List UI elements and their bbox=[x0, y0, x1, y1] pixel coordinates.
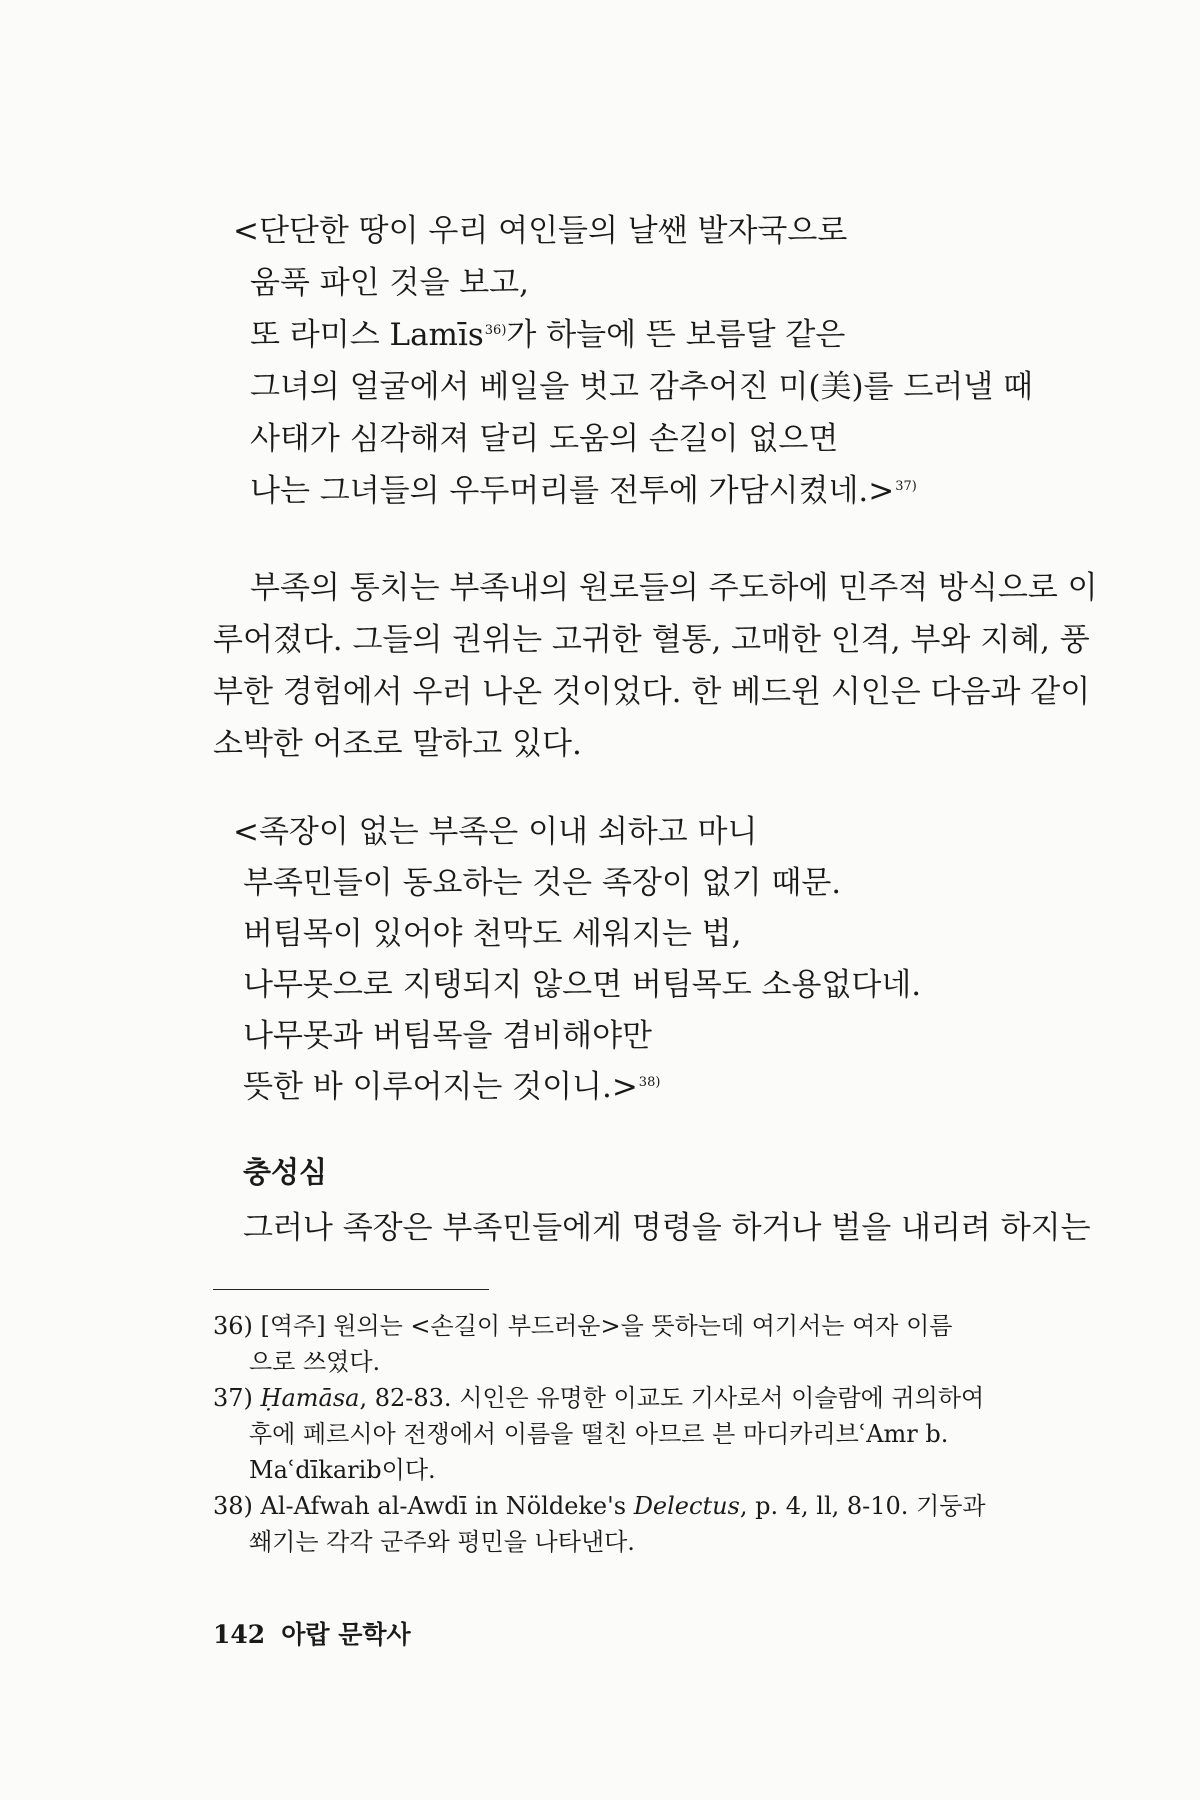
poem1-line-3-a: 또 라미스 Lamīs bbox=[250, 317, 484, 353]
footnote-38-line-1-b: , p. 4, ll, 8-10. 기둥과 bbox=[739, 1492, 986, 1520]
para1-line-3: 부한 경험에서 우러 나온 것이었다. 한 베드윈 시인은 다음과 같이 bbox=[213, 674, 1091, 710]
poem2-line-2: 부족민들이 동요하는 것은 족장이 없기 때문. bbox=[243, 865, 842, 901]
footnote-38-title: Delectus bbox=[633, 1492, 740, 1520]
footnote-36-line-2: 으로 쓰였다. bbox=[249, 1348, 381, 1376]
poem1-line-6-text: 나는 그녀들의 우두머리를 전투에 가담시켰네.> bbox=[250, 473, 895, 509]
para1-line-1: 부족의 통치는 부족내의 원로들의 주도하에 민주적 방식으로 이 bbox=[250, 570, 1098, 606]
footnote-37-line-1-rest: , 82-83. 시인은 유명한 이교도 기사로서 이슬람에 귀의하여 bbox=[359, 1384, 985, 1412]
section-first-line: 그러나 족장은 부족민들에게 명령을 하거나 벌을 내리려 하지는 bbox=[243, 1210, 1091, 1246]
poem1-line-4: 그녀의 얼굴에서 베일을 벗고 감추어진 미(美)를 드러낼 때 bbox=[250, 369, 1033, 405]
page-footer bbox=[213, 1615, 411, 1651]
poem2-line-1: <족장이 없는 부족은 이내 쇠하고 마니 bbox=[233, 814, 758, 850]
poem1-line-3 bbox=[250, 315, 845, 355]
footnote-37-title: Ḥamāsa bbox=[260, 1384, 360, 1412]
footnote-ref-36: 36) bbox=[484, 322, 507, 338]
poem2-line-3: 버팀목이 있어야 천막도 세워지는 법, bbox=[243, 916, 742, 952]
footnote-divider bbox=[213, 1289, 489, 1290]
poem1-line-5: 사태가 심각해져 달리 도움의 손길이 없으면 bbox=[250, 421, 839, 457]
poem1-line-6 bbox=[250, 471, 917, 511]
footnote-ref-38: 38) bbox=[638, 1074, 661, 1090]
footnote-37-number: 37) bbox=[213, 1384, 253, 1412]
footnote-38-line-1 bbox=[213, 1490, 986, 1522]
section-heading: 충성심 bbox=[243, 1155, 328, 1189]
poem2-line-4: 나무못으로 지탱되지 않으면 버팀목도 소용없다네. bbox=[243, 967, 922, 1003]
poem1-line-1: <단단한 땅이 우리 여인들의 날쌘 발자국으로 bbox=[233, 213, 848, 249]
footnote-37-line-2: 후에 페르시아 전쟁에서 이름을 떨친 아므르 븐 마디카리브ʿAmr b. bbox=[249, 1420, 949, 1448]
footnote-ref-37: 37) bbox=[895, 478, 917, 494]
poem1-line-3-b: 가 하늘에 뜬 보름달 같은 bbox=[506, 317, 846, 353]
poem2-line-6 bbox=[243, 1067, 660, 1107]
para1-line-4: 소박한 어조로 말하고 있다. bbox=[213, 726, 582, 762]
poem2-line-5: 나무못과 버팀목을 겸비해야만 bbox=[243, 1018, 653, 1054]
poem1-line-2: 움푹 파인 것을 보고, bbox=[250, 265, 529, 301]
page-number: 142 bbox=[213, 1620, 266, 1649]
footnote-38-line-2: 쐐기는 각각 군주와 평민을 나타낸다. bbox=[249, 1528, 635, 1556]
footnote-38-line-1-a: 38) Al-Afwah al-Awdī in Nöldeke's bbox=[213, 1492, 634, 1520]
para1-line-2: 루어졌다. 그들의 권위는 고귀한 혈통, 고매한 인격, 부와 지혜, 풍 bbox=[213, 622, 1090, 658]
footnote-37-line-3: Maʿdīkarib이다. bbox=[249, 1456, 436, 1484]
book-title: 아랍 문학사 bbox=[281, 1620, 411, 1649]
footnote-37-line-1 bbox=[213, 1382, 984, 1414]
footnote-36-line-1: 36) [역주] 원의는 <손길이 부드러운>을 뜻하는데 여기서는 여자 이름 bbox=[213, 1312, 953, 1340]
poem2-line-6-text: 뜻한 바 이루어지는 것이니.> bbox=[243, 1069, 638, 1105]
